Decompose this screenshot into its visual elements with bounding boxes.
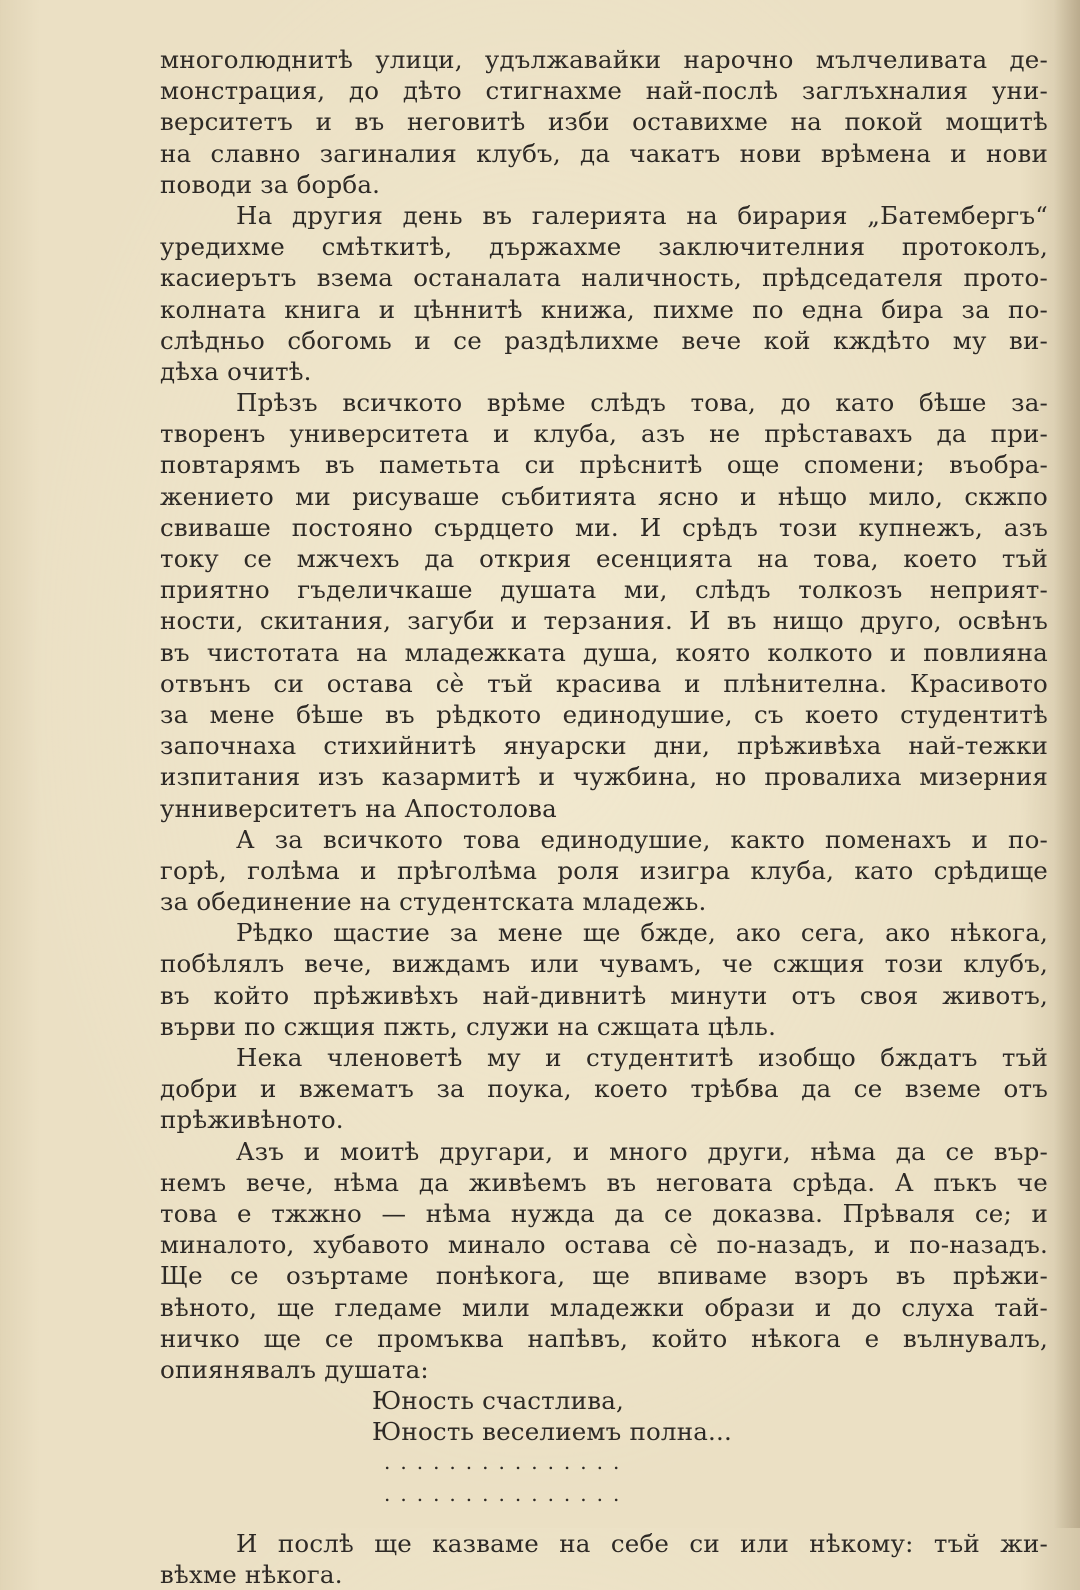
text-line: слѣдньо сбогомь и се раздѣлихме вече кой кждѣто му ви-: [160, 325, 1048, 355]
text-line: върви по сжщия пжть, служи на сжщата цѣль.: [160, 1011, 777, 1041]
text-line: вѣното, ще гледаме мили младежки образи и до слуха тай-: [160, 1292, 1048, 1322]
verse-line: Юность веселиемъ полна...: [372, 1417, 732, 1447]
text-line: за мене бѣше въ рѣдкото единодушие, съ което студентитѣ: [160, 699, 1048, 729]
text-line: унниверситетъ на Апостолова: [160, 793, 557, 823]
paragraph-start-line: Азъ и моитѣ другари, и много други, нѣма да се вър-: [236, 1136, 1048, 1166]
paragraph-start-line: Прѣзъ всичкото врѣме слѣдъ това, до като бѣше за-: [236, 388, 1048, 418]
page-text: [160, 44, 1048, 1590]
paragraph-start-line: Рѣдко щастие за мене ще бжде, ако сега, ако нѣкога,: [236, 918, 1048, 948]
text-line: добри и вжематъ за поука, което трѣбва да се вземе отъ: [160, 1074, 1048, 1104]
text-line: повтарямъ въ паметьта си прѣснитѣ още спомени; въобра-: [160, 450, 1048, 480]
text-line: въ чистотата на младежката душа, която колкото и повлияна: [160, 637, 1048, 667]
text-line: уредихме смѣткитѣ, държахме заключителния протоколъ,: [160, 232, 1048, 262]
text-line: колната книга и цѣннитѣ книжа, пихме по една бира за по-: [160, 294, 1048, 324]
text-line: побѣлялъ вече, виждамъ или чувамъ, че сжщия този клубъ,: [160, 949, 1048, 979]
text-line: дѣха очитѣ.: [160, 356, 312, 386]
text-line: многолюднитѣ улици, удължавайки нарочно мълчеливата де-: [160, 45, 1048, 74]
text-line: касиерътъ взема останалата наличность, прѣдседателя прото-: [160, 263, 1048, 293]
text-line: изпитания изъ казармитѣ и чужбина, но провалиха мизерния: [160, 762, 1048, 792]
page-edge-shadow: [1054, 0, 1080, 1528]
text-line: поводи за борба.: [160, 169, 381, 199]
text-line: ничко ще се промъква напѣвъ, който нѣкога е вълнувалъ,: [160, 1323, 1048, 1353]
paragraph-start-line: А за всичкото това единодушие, както поменахъ и по-: [236, 824, 1048, 854]
spacer: [160, 1510, 1048, 1528]
text-line: Ще се озъртаме понѣкога, ще впиваме взоръ въ прѣжи-: [160, 1261, 1048, 1291]
text-line: току се мжчехъ да открия есенцията на това, което тъй: [160, 544, 1048, 573]
text-line: опиянявалъ душата:: [160, 1354, 429, 1384]
ellipsis-line: ...............: [384, 1481, 630, 1506]
text-line: въ който прѣживѣхъ най-дивнитѣ минути отъ своя животъ,: [160, 980, 1048, 1010]
text-line: миналото, хубавото минало остава сѐ по-назадъ, и по-назадъ.: [160, 1230, 1048, 1260]
text-line: започнаха стихийнитѣ януарски дни, прѣживѣха най-тежки: [160, 731, 1048, 761]
text-line: за обединение на студентската младежь.: [160, 887, 707, 917]
text-line: свиваше постояно сърдцето ми. И срѣдъ този купнежъ, азъ: [160, 512, 1048, 542]
text-line: жението ми рисуваше събитията ясно и нѣщо мило, скжпо: [160, 481, 1048, 511]
verse-line: Юность счастлива,: [372, 1386, 625, 1416]
paragraph-start-line: И послѣ ще казваме на себе си или нѣкому: тъй жи-: [236, 1528, 1048, 1558]
text-line: прѣживѣното.: [160, 1105, 344, 1135]
text-line: ности, скитания, загуби и терзания. И въ нищо друго, освѣнъ: [160, 606, 1048, 636]
text-line: вѣхме нѣкога.: [160, 1560, 343, 1589]
text-line: немъ вече, нѣма да живѣемъ въ неговата срѣда. А пъкъ че: [160, 1167, 1048, 1197]
ellipsis-line: ...............: [384, 1450, 630, 1475]
text-line: горѣ, голѣма и прѣголѣма роля изигра клуба, като срѣдище: [160, 855, 1048, 885]
text-line: верситетъ и въ неговитѣ изби оставихме на покой мощитѣ: [160, 107, 1048, 137]
paragraph-start-line: На другия день въ галерията на бирария „Батембергъ“: [236, 200, 1048, 230]
text-line: приятно гъделичкаше душата ми, слѣдъ толкозъ неприят-: [160, 575, 1048, 605]
text-line: монстрация, до дѣто стигнахме най-послѣ заглъхналия уни-: [160, 76, 1048, 106]
text-line: отвънъ си остава сѐ тъй красива и плѣнителна. Красивото: [160, 668, 1048, 698]
text-line: това е тжжно — нѣма нужда да се доказва. Прѣваля се; и: [160, 1198, 1048, 1228]
paragraph-start-line: Нека членоветѣ му и студентитѣ изобщо бждатъ тъй: [236, 1043, 1048, 1072]
text-line: творенъ университета и клуба, азъ не прѣставахъ да при-: [160, 419, 1048, 449]
text-line: на славно загиналия клубъ, да чакатъ нови врѣмена и нови: [160, 138, 1048, 168]
